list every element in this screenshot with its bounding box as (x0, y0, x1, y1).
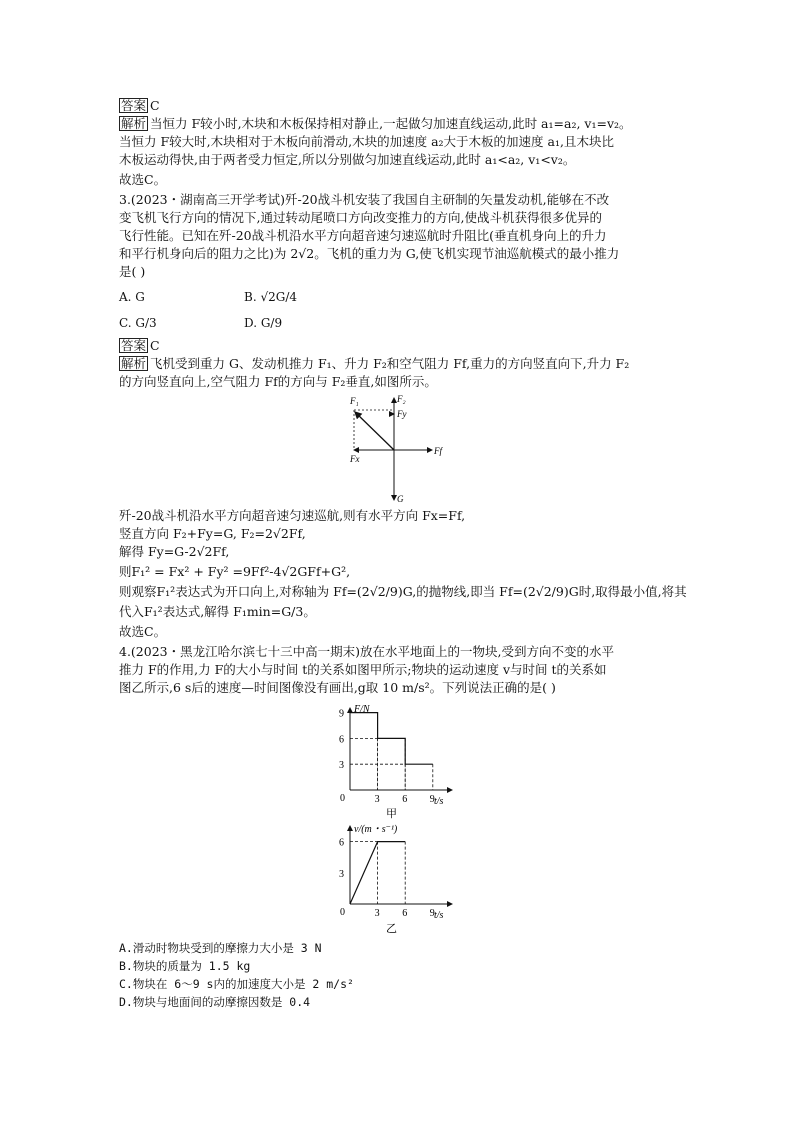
answer-value: C (150, 338, 160, 353)
force-time-chart (330, 700, 470, 820)
label-f2: F₂ (397, 394, 406, 404)
q4-option-a: A.滑动时物块受到的摩擦力大小是 3 N (119, 941, 322, 955)
y-axis-label: v/(m・s⁻¹) (354, 824, 398, 835)
q4-option-d: D.物块与地面间的动摩擦因数是 0.4 (119, 995, 311, 1009)
q4-option-c: C.物块在 6～9 s内的加速度大小是 2 m/s² (119, 977, 354, 991)
q3-stem-line-3: 飞行性能。已知在歼-20战斗机沿水平方向超音速匀速巡航时升阻比(垂直机身向上的升力 (119, 228, 607, 243)
q2-answer-line (119, 98, 160, 114)
label-fy: Fy (397, 409, 407, 419)
q4-stem-line-1: 4.(2023・黑龙江哈尔滨七十三中高一期末)放在水平地面上的一物块,受到方向不变的水平 (119, 644, 614, 659)
answer-tag: 答案 (121, 98, 147, 113)
q2-analysis-line-1: 解析 当恒力 F较小时,木块和木板保持相对静止,一起做匀加速直线运动,此时 a₁=a₂, v₁=v₂。 (121, 116, 632, 131)
chart-marks (339, 709, 435, 805)
q2-analysis-line-2: 当恒力 F较大时,木块相对于木板向前滑动,木块的加速度 a₂大于木板的加速度 a₁,且木块比 (119, 134, 614, 149)
label-g: G (397, 494, 404, 504)
q3-solution-line-5: 则观察F₁²表达式为开口向上,对称轴为 Ff=(2√2/9)G,的抛物线,即当 Ff=(2√2/9)G时,取得最小值,将其 (119, 584, 687, 599)
y-tick-label: 3 (339, 760, 344, 772)
origin-label: 0 (340, 907, 345, 918)
y-tick-label: 6 (339, 837, 344, 849)
x-axis-label: t/s (434, 796, 444, 807)
q3-solution-line-2: 竖直方向 F₂+Fy=G, F₂=2√2Ff, (119, 526, 306, 541)
chart-marks (339, 838, 435, 919)
q3-solution-line-4: 则F₁² = Fx² + Fy² =9Ff²-4√2GFf+G², (119, 564, 351, 579)
q3-stem-line-1: 3.(2023・湖南高三开学考试)歼-20战斗机安装了我国自主研制的矢量发动机,能够在不改 (119, 192, 610, 207)
x-tick-label: 6 (402, 908, 408, 919)
y-axis-label: F/N (354, 704, 370, 715)
x-axis-label: t/s (434, 910, 444, 921)
analysis-tag: 解析 (121, 356, 147, 371)
label-ff: Ff (434, 446, 442, 456)
q4-stem-line-3: 图乙所示,6 s后的速度—时间图像没有画出,g取 10 m/s²。下列说法正确的是( ) (119, 680, 556, 695)
y-tick-label: 9 (339, 708, 344, 720)
f1-vector (355, 412, 394, 450)
x-tick-label: 9 (429, 794, 435, 805)
q4-option-b: B.物块的质量为 1.5 kg (119, 959, 251, 973)
analysis-tag: 解析 (121, 116, 147, 131)
force-diagram (340, 390, 460, 506)
label-f1: F₁ (350, 396, 359, 406)
q3-solution-line-3: 解得 Fy=G-2√2Ff, (119, 544, 230, 559)
label-fx: Fx (350, 454, 360, 464)
q2-conclusion: 故选C。 (119, 172, 167, 187)
q3-solution-line-1: 歼-20战斗机沿水平方向超音速匀速巡航,则有水平方向 Fx=Ff, (119, 508, 466, 523)
q3-option-d: D. G/9 (244, 316, 283, 330)
q3-stem-line-5: 是( ) (119, 264, 146, 279)
q4-stem-line-2: 推力 F的作用,力 F的大小与时间 t的关系如图甲所示;物块的运动速度 v与时间 t的关系如 (119, 662, 607, 677)
chart-title: 乙 (386, 923, 397, 935)
q3-stem-line-2: 变飞机飞行方向的情况下,通过转动尾喷口方向改变推力的方向,使战斗机获得很多优异的 (119, 210, 602, 225)
velocity-time-chart (330, 820, 470, 936)
chart-title: 甲 (386, 808, 397, 820)
x-tick-label: 3 (374, 794, 380, 805)
q3-option-a: A. G (119, 290, 145, 304)
y-tick-label: 6 (339, 734, 344, 746)
x-tick-label: 3 (374, 908, 380, 919)
q3-conclusion: 故选C。 (119, 624, 167, 639)
answer-value: C (150, 98, 160, 113)
origin-label: 0 (340, 793, 345, 804)
q3-analysis-line-2: 的方向竖直向上,空气阻力 Ff的方向与 F₂垂直,如图所示。 (119, 374, 437, 389)
q3-option-c: C. G/3 (119, 316, 157, 330)
answer-tag: 答案 (121, 338, 147, 353)
q3-option-b: B. √2G/4 (244, 290, 297, 304)
q2-analysis-line-3: 木板运动得快,由于两者受力恒定,所以分别做匀加速直线运动,此时 a₁<a₂, v₁<v₂。 (119, 152, 576, 167)
q3-solution-line-6: 代入F₁²表达式,解得 F₁min=G/3。 (119, 604, 316, 619)
x-tick-label: 9 (429, 908, 435, 919)
y-tick-label: 3 (339, 868, 344, 880)
q3-answer-line (119, 338, 160, 354)
x-tick-label: 6 (402, 794, 408, 805)
q3-analysis-line-1: 解析 飞机受到重力 G、发动机推力 F₁、升力 F₂和空气阻力 Ff,重力的方向竖直向下,升力 F₂ (121, 356, 630, 371)
q3-stem-line-4: 和平行机身向后的阻力之比)为 2√2。飞机的重力为 G,使飞机实现节油巡航模式的最小推力 (119, 246, 620, 261)
